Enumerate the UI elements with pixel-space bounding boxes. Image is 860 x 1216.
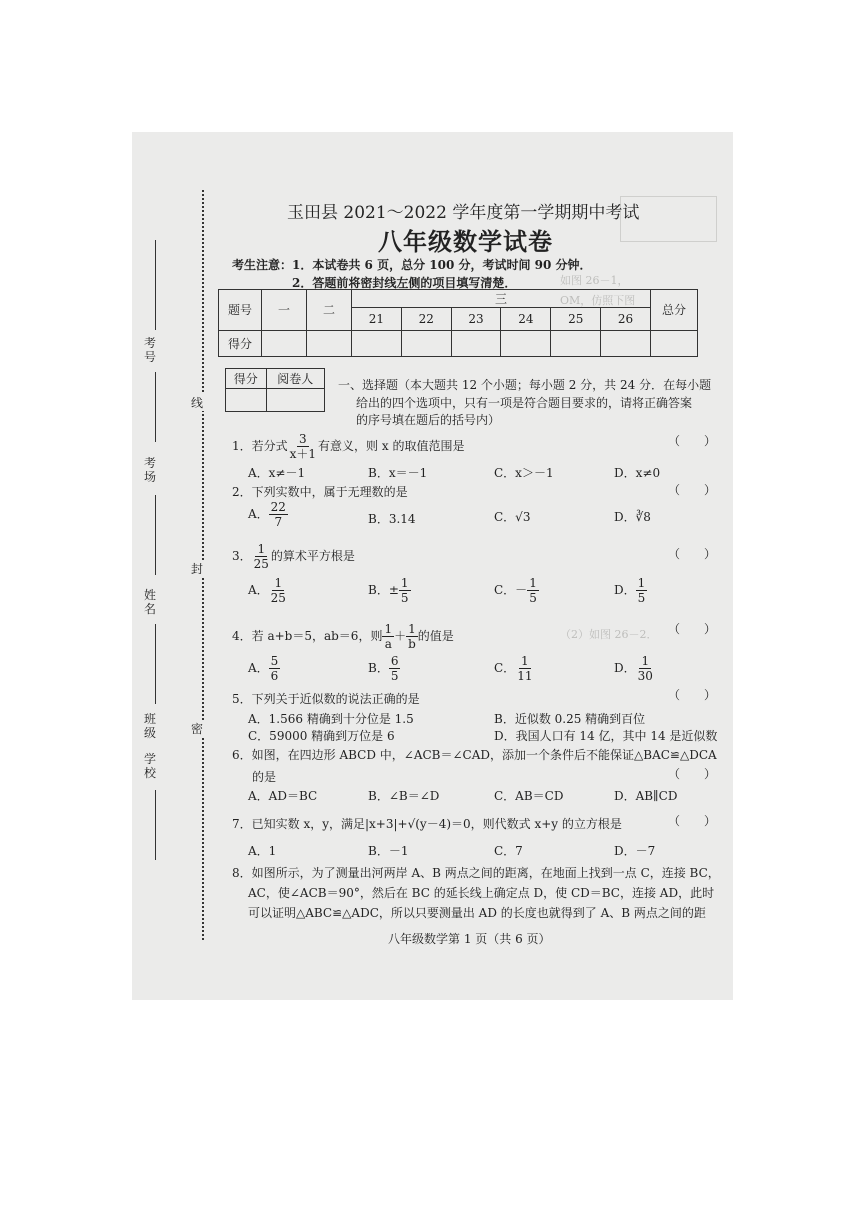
fraction-denominator: 25: [253, 557, 269, 571]
fraction-numerator: 1: [637, 576, 646, 590]
section-heading-line3: 的序号填在题后的括号内）: [356, 413, 501, 427]
option-c: [494, 654, 534, 683]
option-b: [368, 654, 400, 683]
fraction: [252, 542, 271, 571]
question-6: 6．如图，在四边形 ABCD 中，∠ACB＝∠CAD，添加一个条件后不能保证△BAC≌△DCA: [232, 748, 717, 762]
fraction-numerator: 6: [390, 654, 399, 668]
fraction-numerator: 1: [521, 654, 529, 668]
option-c: C．√3: [494, 510, 531, 524]
score-cell: [551, 330, 601, 356]
notice-item-2: 2．答题前将密封线左侧的项目填写清楚．: [292, 276, 517, 290]
score-table-header: 得分: [219, 330, 262, 356]
fraction-denominator: 6: [270, 669, 279, 683]
bleed-through-text: 如图 26－1，: [560, 274, 629, 287]
notice-label: 考生注意：: [232, 258, 293, 272]
blank-line: [155, 372, 156, 442]
page-footer: 八年级数学第 1 页（共 6 页）: [388, 932, 551, 946]
score-cell: [451, 330, 501, 356]
score-box-label: 得分: [226, 369, 267, 389]
fraction-numerator: 22: [270, 500, 286, 514]
answer-paren: （ ）: [668, 688, 717, 702]
fraction: [269, 576, 288, 605]
fraction: [269, 654, 281, 683]
blank-line: [155, 240, 156, 330]
score-table-subcol: 22: [401, 308, 451, 330]
score-cell: [601, 330, 651, 356]
fraction: [515, 654, 534, 683]
bleed-through-text: OM，仿照下图: [560, 294, 636, 307]
score-box-label: 阅卷人: [266, 369, 325, 389]
fraction-denominator: b: [408, 637, 416, 651]
blank-line: [155, 624, 156, 704]
option-label: A．: [248, 661, 269, 675]
option-c: C．7: [494, 844, 523, 858]
question-8-line1: 8．如图所示，为了测量出河两岸 A、B 两点之间的距离，在地面上找到一点 C，连接 BC，: [232, 866, 720, 880]
option-c: C．AB＝CD: [494, 789, 564, 803]
score-table-col: 三: [352, 290, 651, 308]
fraction-numerator: 1: [408, 622, 416, 636]
fraction: [389, 654, 401, 683]
option-b: B．x＝－1: [368, 466, 428, 480]
label-class: 班级: [143, 712, 156, 740]
question-text: 3．: [232, 549, 252, 563]
question-text: 的算术平方根是: [270, 549, 355, 563]
score-table-subcol: 24: [501, 308, 551, 330]
fraction-denominator: x＋1: [289, 447, 317, 461]
option-a: [248, 500, 288, 529]
option-d: [614, 576, 647, 605]
score-cell: [501, 330, 551, 356]
option-a: [248, 576, 288, 605]
question-2: 2．下列实数中，属于无理数的是: [232, 485, 408, 499]
option-label: D．: [614, 661, 636, 675]
option-d: D．－7: [614, 844, 656, 858]
option-label: B．±: [368, 583, 399, 597]
option-b: B．－1: [368, 844, 409, 858]
blank-line: [155, 790, 156, 860]
option-b: B．∠B＝∠D: [368, 789, 440, 803]
option-label: C．－: [494, 583, 528, 597]
fraction: [636, 654, 655, 683]
score-table-col: 一: [262, 290, 307, 331]
score-box-cell: [226, 389, 267, 412]
score-box-cell: [266, 389, 325, 412]
option-c: [494, 576, 539, 605]
option-d: D．AB∥CD: [614, 789, 678, 803]
fraction-numerator: 5: [270, 654, 279, 668]
section-score-box: [225, 368, 325, 412]
fraction-denominator: 5: [400, 591, 409, 605]
fraction: [636, 576, 648, 605]
exam-title: 玉田县 2021～2022 学年度第一学期期中考试: [287, 203, 640, 223]
question-4: [232, 622, 454, 651]
option-a: [248, 654, 280, 683]
answer-paren: （ ）: [668, 814, 717, 828]
fraction-denominator: 5: [390, 669, 399, 683]
plus-sign: ＋: [394, 629, 407, 643]
fraction-denominator: 11: [517, 669, 533, 683]
score-cell: [352, 330, 402, 356]
fraction-numerator: 1: [400, 576, 409, 590]
question-6-line2: 的是: [252, 770, 277, 784]
label-name: 姓名: [143, 588, 156, 616]
option-c: C．59000 精确到万位是 6: [248, 729, 395, 743]
score-table: [218, 289, 698, 357]
fraction-numerator: 1: [529, 576, 537, 590]
option-label: D．: [614, 583, 636, 597]
option-label: B．: [368, 661, 389, 675]
seal-mark-line: 线: [190, 396, 203, 410]
option-a: A．x≠－1: [248, 466, 306, 480]
fraction: [399, 576, 411, 605]
notice: [232, 256, 592, 273]
score-table-subcol: 26: [601, 308, 651, 330]
question-3: [232, 542, 355, 571]
section-heading-line2: 给出的四个选项中，只有一项是符合题目要求的，请将正确答案: [356, 396, 693, 410]
score-table-col: 二: [307, 290, 352, 331]
fraction-numerator: 1: [641, 654, 650, 668]
question-text: 有意义，则 x 的取值范围是: [318, 439, 465, 453]
answer-paren: （ ）: [668, 483, 717, 497]
option-d: D．我国人口有 14 亿，其中 14 是近似数: [494, 729, 718, 743]
score-cell: [651, 330, 698, 356]
option-label: A．: [248, 507, 269, 521]
bleed-through-text: （2）如图 26－2．: [560, 628, 658, 641]
score-table-total: 总分: [651, 290, 698, 331]
question-8-line3: 可以证明△ABC≌△ADC，所以只要测量出 AD 的长度也就得到了 A、B 两点之间的距: [248, 906, 706, 920]
score-table-subcol: 23: [451, 308, 501, 330]
option-a: A．AD＝BC: [248, 789, 318, 803]
question-5: 5．下列关于近似数的说法正确的是: [232, 692, 420, 706]
question-8-line2: AC，使∠ACB＝90°，然后在 BC 的延长线上确定点 D，使 CD＝BC，连接 AD，此时: [248, 886, 715, 900]
answer-paren: （ ）: [668, 622, 717, 636]
answer-paren: （ ）: [668, 434, 717, 448]
fraction-numerator: 1: [384, 622, 393, 636]
fraction: [288, 432, 318, 461]
question-text: 4．若 a+b＝5，ab＝6，则: [232, 629, 383, 643]
fraction: [406, 622, 418, 651]
fraction-denominator: 7: [274, 515, 283, 529]
fraction-denominator: 25: [270, 591, 286, 605]
question-1: [232, 432, 464, 461]
score-cell: [262, 330, 307, 356]
score-table-subcol: 21: [352, 308, 402, 330]
paper-title: 八年级数学试卷: [378, 227, 553, 256]
label-exam-number: 考号: [143, 336, 156, 364]
blank-line: [155, 495, 156, 575]
option-d: [614, 654, 655, 683]
answer-paren: （ ）: [668, 767, 717, 781]
option-a: A．1.566 精确到十分位是 1.5: [248, 712, 414, 726]
fraction-denominator: a: [384, 637, 392, 651]
option-d: D．x≠0: [614, 466, 661, 480]
option-c: C．x＞－1: [494, 466, 554, 480]
option-d: D．∛8: [614, 510, 651, 524]
question-7: 7．已知实数 x，y，满足|x+3|+√(y－4)＝0，则代数式 x+y 的立方根是: [232, 817, 622, 831]
label-school: 学校: [143, 752, 156, 780]
option-b: B．近似数 0.25 精确到百位: [494, 712, 646, 726]
fraction-denominator: 5: [529, 591, 537, 605]
fraction: [382, 622, 394, 651]
question-text: 1．若分式: [232, 439, 288, 453]
score-table-subcol: 25: [551, 308, 601, 330]
score-cell: [307, 330, 352, 356]
fraction: [527, 576, 539, 605]
option-label: A．: [248, 583, 269, 597]
fraction-numerator: 3: [299, 432, 307, 446]
fraction: [269, 500, 288, 529]
seal-mark-secret: 密: [190, 722, 203, 736]
fraction-denominator: 5: [637, 591, 646, 605]
score-table-header: 题号: [219, 290, 262, 331]
option-b: B．3.14: [368, 512, 416, 526]
fraction-numerator: 1: [274, 576, 283, 590]
answer-paren: （ ）: [668, 547, 717, 561]
score-cell: [401, 330, 451, 356]
option-a: A．1: [248, 844, 277, 858]
fraction-numerator: 1: [257, 542, 266, 556]
section-heading: 一、选择题（本大题共 12 个小题；每小题 2 分，共 24 分．在每小题: [338, 378, 712, 392]
question-text: 的值是: [417, 629, 454, 643]
option-label: C．: [494, 661, 516, 675]
label-exam-room: 考场: [143, 456, 156, 484]
seal-mark-seal: 封: [190, 562, 203, 576]
notice-item-1: 1．本试卷共 6 页，总分 100 分，考试时间 90 分钟．: [292, 258, 592, 272]
option-b: [368, 576, 411, 605]
fraction-denominator: 30: [637, 669, 653, 683]
